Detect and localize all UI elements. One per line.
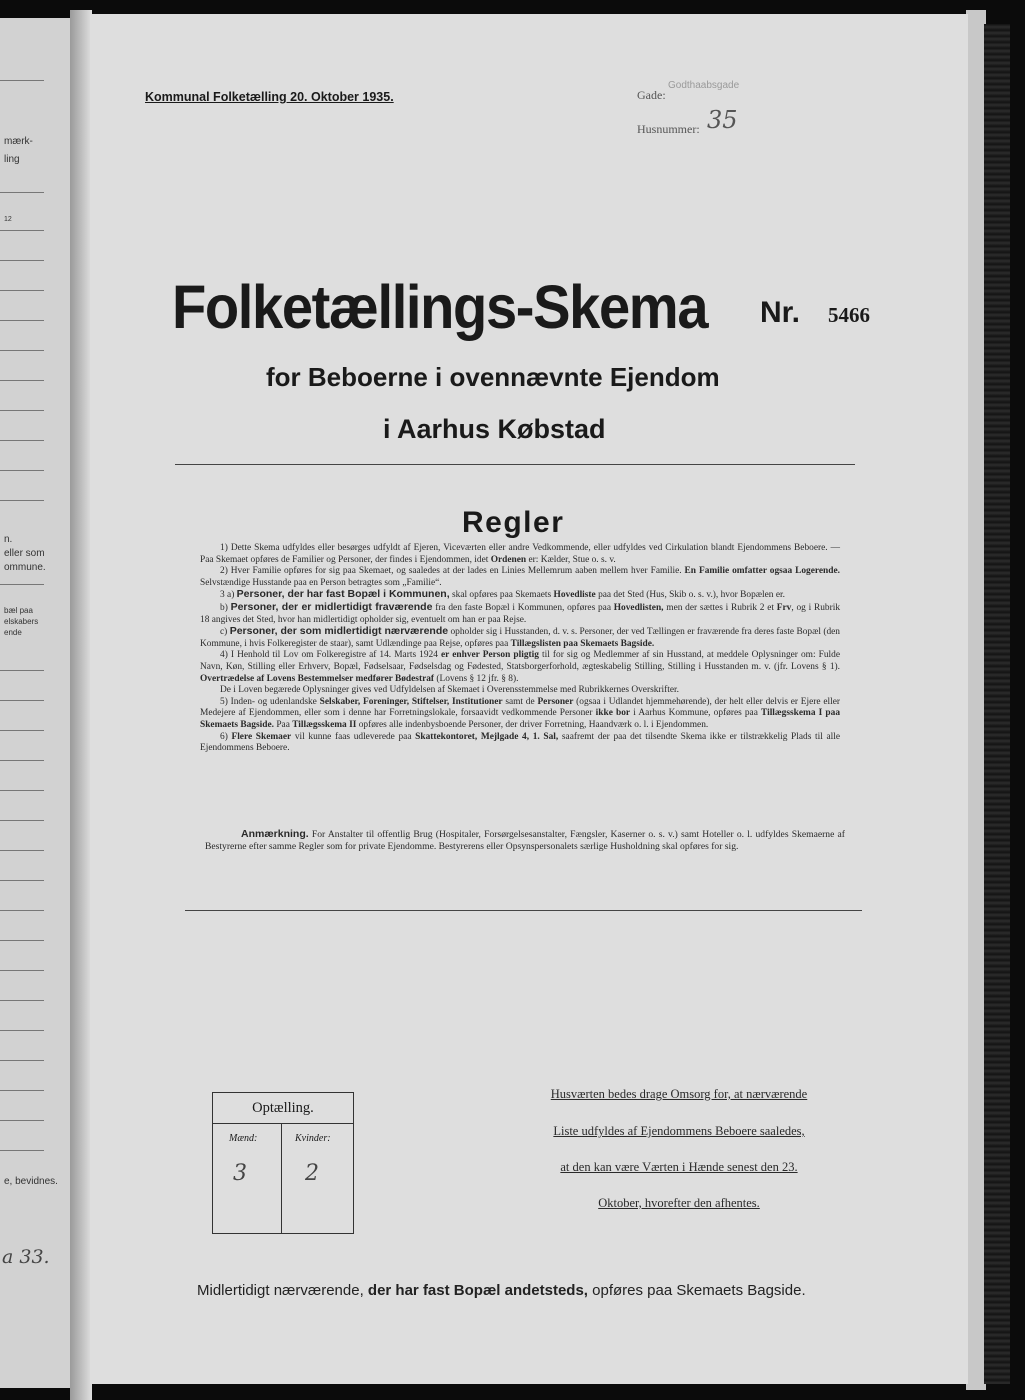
rules-body <box>200 543 840 755</box>
left-rule <box>0 910 44 911</box>
women-count: 2 <box>305 1161 319 1186</box>
left-rule <box>0 670 44 671</box>
gade-label: Gade: <box>637 88 666 102</box>
left-rule <box>0 730 44 731</box>
landlord-note-line-3: at den kan være Værten i Hænde senest den 23. <box>560 1160 798 1174</box>
rules-heading: Regler <box>462 506 565 539</box>
rule-4-cont: De i Loven begærede Oplysninger gives ved Udfyldelsen af Skemaet i Overensstemmelse med Rubrikkernes Overskrifter. <box>220 685 679 696</box>
rule-1: 1) Dette Skema udfyldes eller besørges udfyldt af Ejeren, Viceværten eller andre Vedkommende, eller udfyldes ved Cirkulation blandt Ejendommens Beboere. — Paa Skemaet opføres de Familier og Personer, der findes i Ejendommen, idet Ordenen er: Kælder, Stue o. s. v. <box>200 543 840 565</box>
count-box <box>212 1092 354 1234</box>
landlord-note-line-2: Liste udfyldes af Ejendommens Beboere saaledes, <box>553 1124 805 1138</box>
left-frag-10: e, bevidnes. <box>4 1176 58 1187</box>
rule-3a: 3 a) Personer, der har fast Bopæl i Kommunen, skal opføres paa Skemaets Hovedliste paa det Sted (Hus, Skib o. s. v.), hvor Bopælen er. <box>220 588 785 601</box>
rule-5: 5) Inden- og udenlandske Selskaber, Foreninger, Stiftelser, Institutioner samt de Personer (ogsaa i Udlandet hjemmehørende), der helt eller delvis er Ejere eller Medejere af Ejendommen, eller som i denne har Forretningslokale, forsaavidt vedkommende Personer ikke bor i Aarhus Kommune, opføres paa Tillægsskema I paa Skemaets Bagside. Paa Tillægsskema II opføres alle indenbysboende Personer, der driver Forretning, Haandværk o. l. i Ejendommen. <box>200 696 841 730</box>
rule-6: 6) Flere Skemaer vil kunne faas udleverede paa Skattekontoret, Mejlgade 4, 1. Sal, saafremt der paa det tilsendte Skema ikke er tilstrækkelig Plads til alle Ejendommens Beboere. <box>200 731 841 754</box>
subtitle-city: i Aarhus Købstad <box>383 414 606 444</box>
left-page-fragment <box>0 18 70 1388</box>
men-count: 3 <box>233 1161 247 1186</box>
left-rule <box>0 850 44 851</box>
form-number: 5466 <box>828 303 870 327</box>
left-frag-2: ling <box>4 154 20 165</box>
annotation-label: Anmærkning. <box>241 828 309 840</box>
left-frag-8: elskabers <box>4 617 39 626</box>
left-rule <box>0 320 44 321</box>
annotation-note <box>205 828 845 853</box>
rule-3c: c) Personer, der som midlertidigt nærværende opholder sig i Husstanden, d. v. s. Personer, der ved Tællingen er fraværende fra deres faste Bopæl (den Kommune, i hvis Folkeregister de staar), samt Udlændinge paa Rejse, opføres paa Tillægslisten paa Skemaets Bagside. <box>200 625 840 649</box>
subtitle-residents: for Beboerne i ovennævnte Ejendom <box>266 362 720 392</box>
left-frag-11: a 33. <box>2 1246 50 1268</box>
left-rule <box>0 1030 44 1031</box>
rule-2: 2) Hver Familie opføres for sig paa Skemaet, og saaledes at der lades en Linies Mellemrum aaben mellem hver Familie. En Familie omfatter ogsaa Logerende. Selvstændige Husstande paa en Person betragtes som „Familie“. <box>200 566 840 588</box>
left-frag-5: eller som <box>4 548 45 559</box>
left-rule <box>0 410 44 411</box>
women-label: Kvinder: <box>295 1133 331 1144</box>
left-rule <box>0 790 44 791</box>
nr-label: Nr. <box>760 296 801 329</box>
left-frag-4: n. <box>4 534 13 545</box>
annotation-text: For Anstalter til offentlig Brug (Hospitaler, Forsørgelsesanstalter, Fængsler, Kaserner o. s. v.) samt Hoteller o. l. udfyldes Skemaerne af Bestyrerne efter samme Regler som for private Ejendomme. Bestyrerens eller Opsynspersonalets særlige Husholdning skal opføres for sig. <box>205 829 845 852</box>
men-label: Mænd: <box>229 1133 258 1144</box>
left-rule <box>0 350 44 351</box>
left-frag-3: 12 <box>4 216 12 223</box>
left-rule <box>0 192 44 193</box>
rule-4: 4) I Henhold til Lov om Folkeregistre af 14. Marts 1924 er enhver Person pligtig til for sig og Medlemmer af sin Husstand, at meddele Oplysninger om: Fulde Navn, Køn, Stilling eller Erhverv, Bopæl, Fødselsaar, Fødselsdag og Fødested, Statsborgerforhold, ægteskabelig Stilling, Stilling i Husstanden m. v. (jfr. Lovens § 1). Overtrædelse af Lovens Bestemmelser medfører Bødestraf (Lovens § 12 jfr. § 8). <box>200 650 841 684</box>
left-rule <box>0 700 44 701</box>
husnummer-handwritten: 35 <box>707 106 738 134</box>
left-rule <box>0 230 44 231</box>
count-box-divider <box>281 1124 282 1233</box>
left-rule <box>0 760 44 761</box>
left-rule <box>0 470 44 471</box>
left-rule <box>0 290 44 291</box>
left-frag-9: ende <box>4 628 22 637</box>
landlord-note-line-1: Husværten bedes drage Omsorg for, at nærværende <box>550 1087 808 1101</box>
left-rule <box>0 260 44 261</box>
left-rule <box>0 1090 44 1091</box>
left-rule <box>0 80 44 81</box>
left-frag-6: ommune. <box>4 562 46 573</box>
left-rule <box>0 1120 44 1121</box>
left-rule <box>0 500 44 501</box>
left-rule <box>0 440 44 441</box>
rule-3b: b) Personer, der er midlertidigt fraværende fra den faste Bopæl i Kommunen, opføres paa Hovedlisten, men der sættes i Rubrik 2 et Frv, og i Rubrik 18 angives det Sted, hvor han midlertidigt opholder sig, eventuelt om han er paa Rejse. <box>200 600 841 625</box>
page-edge <box>966 10 986 1390</box>
book-gutter <box>70 10 92 1400</box>
left-frag-1: mærk- <box>4 136 33 147</box>
left-rule <box>0 940 44 941</box>
book-binding <box>984 24 1010 1384</box>
footer-instruction: Midlertidigt nærværende, der har fast Bopæl andetsteds, opføres paa Skemaets Bagside. <box>197 1282 806 1299</box>
divider <box>185 910 862 911</box>
form-title: Folketællings-Skema <box>172 273 708 341</box>
left-frag-7: bæl paa <box>4 606 33 615</box>
landlord-note-line-4: Oktober, hvorefter den afhentes. <box>598 1196 760 1210</box>
husnummer-label: Husnummer: <box>637 122 700 136</box>
left-rule <box>0 1000 44 1001</box>
left-rule <box>0 1060 44 1061</box>
left-rule <box>0 880 44 881</box>
left-rule <box>0 1150 44 1151</box>
left-rule <box>0 970 44 971</box>
left-rule <box>0 584 44 585</box>
count-box-title: Optælling. <box>213 1093 353 1124</box>
left-rule <box>0 820 44 821</box>
census-heading: Kommunal Folketælling 20. Oktober 1935. <box>145 90 394 104</box>
divider <box>175 464 855 465</box>
left-rule <box>0 380 44 381</box>
gade-stamp: Godthaabsgade <box>668 80 740 91</box>
